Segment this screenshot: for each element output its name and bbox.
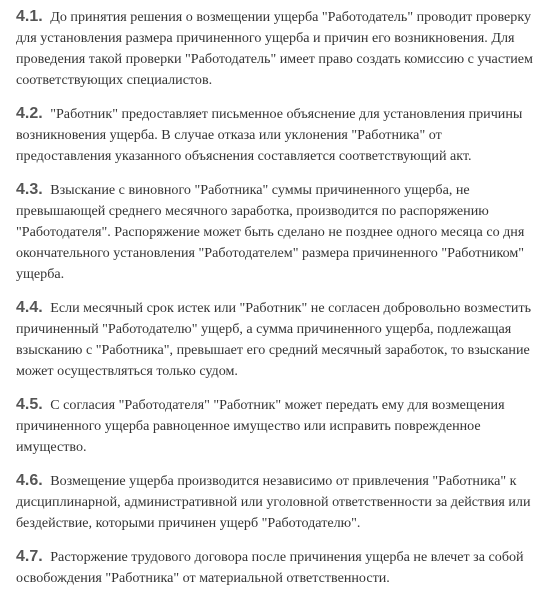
clause-number: 4.3. <box>16 181 43 198</box>
clause-number: 4.6. <box>16 472 43 489</box>
clause-text: Если месячный срок истек или "Работник" не согласен добровольно возместить причиненный "Работодателю" ущерб, а сумма причиненного ущерба, подлежащая взысканию с "Работника", превышает его средний месячный заработок, то взыскание может осуществляться только судом. <box>16 300 532 379</box>
clause-text: До принятия решения о возмещении ущерба "Работодатель" проводит проверку для установления размера причиненного ущерба и причин его возникновения. Для проведения такой проверки "Работодатель" имеет право создать комиссию с участием соответствующих специалистов. <box>16 9 533 88</box>
clause-text: Расторжение трудового договора после причинения ущерба не влечет за собой освобождения "Работника" от материальной ответственности. <box>16 549 524 586</box>
clause-number: 4.1. <box>16 8 43 25</box>
clause-4-7 <box>16 546 538 589</box>
clause-4-4 <box>16 297 538 382</box>
clause-number: 4.5. <box>16 396 43 413</box>
clause-4-6 <box>16 470 538 534</box>
clause-text: Взыскание с виновного "Работника" суммы причиненного ущерба, не превышающей среднего месячного заработка, производится по распоряжению "Работодателя". Распоряжение может быть сделано не позднее одного месяца со дня окончательного установления "Работодателем" размера причиненного "Работником" ущерба. <box>16 182 525 282</box>
clause-4-3 <box>16 179 538 285</box>
clause-number: 4.2. <box>16 105 43 122</box>
clause-4-5 <box>16 394 538 458</box>
clause-text: Возмещение ущерба производится независимо от привлечения "Работника" к дисциплинарной, административной или уголовной ответственности за действия или бездействие, которыми причинен ущерб "Работодателю". <box>16 473 531 531</box>
clause-number: 4.4. <box>16 299 43 316</box>
clause-text: С согласия "Работодателя" "Работник" может передать ему для возмещения причиненного ущерба равноценное имущество или исправить поврежденное имущество. <box>16 397 505 455</box>
clause-text: "Работник" предоставляет письменное объяснение для установления причины возникновения ущерба. В случае отказа или уклонения "Работника" от предоставления указанного объяснения составляется соответствующий акт. <box>16 106 523 164</box>
clause-4-1 <box>16 6 538 91</box>
clause-4-2 <box>16 103 538 167</box>
clause-number: 4.7. <box>16 548 43 565</box>
